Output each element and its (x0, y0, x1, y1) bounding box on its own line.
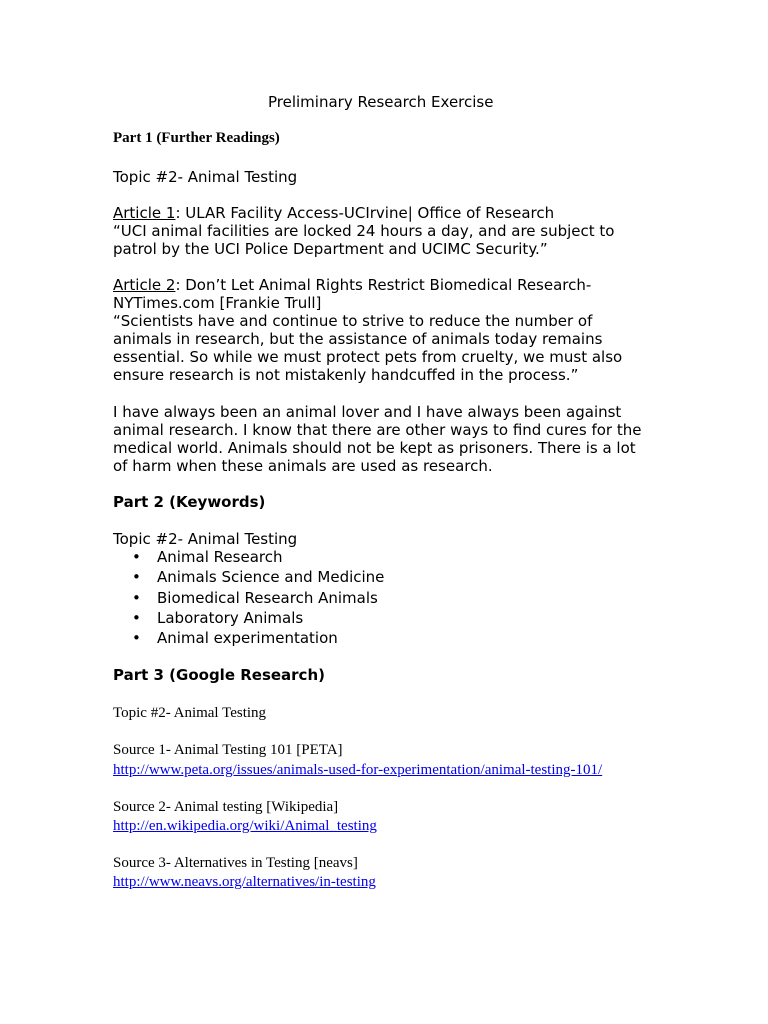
article1-title-text: : ULAR Facility Access-UCIrvine| Office of Research (175, 204, 555, 222)
keyword-list (113, 547, 384, 648)
opinion-line: animal research. I know that there are other ways to find cures for the (113, 421, 642, 439)
article2-quote-line: animals in research, but the assistance of animals today remains (113, 330, 603, 348)
part2-topic: Topic #2- Animal Testing (113, 530, 298, 548)
part1-topic: Topic #2- Animal Testing (113, 168, 298, 186)
source2-label: Source 2- Animal testing [Wikipedia] (113, 799, 339, 815)
article2-title-line2: NYTimes.com [Frankie Trull] (113, 294, 322, 312)
bullet-icon: • (132, 608, 141, 627)
list-item (113, 608, 384, 628)
list-item (113, 588, 384, 608)
article1-label: Article 1 (113, 204, 176, 222)
article2-title (113, 276, 591, 294)
bullet-icon: • (132, 588, 141, 607)
part3-heading: Part 3 (Google Research) (113, 666, 325, 684)
opinion-line: of harm when these animals are used as research. (113, 457, 493, 475)
article1-quote-line: “UCI animal facilities are locked 24 hours a day, and are subject to (113, 222, 615, 240)
keyword-text: Laboratory Animals (157, 608, 304, 627)
keyword-text: Animal experimentation (157, 629, 338, 648)
article2-label: Article 2 (113, 276, 176, 294)
source2-link[interactable]: http://en.wikipedia.org/wiki/Animal_testing (113, 818, 377, 834)
article1-title (113, 204, 554, 222)
part1-heading: Part 1 (Further Readings) (113, 130, 280, 146)
list-item (113, 547, 384, 567)
article2-title-text: : Don’t Let Animal Rights Restrict Biomedical Research- (175, 276, 592, 294)
list-item (113, 628, 384, 648)
list-item (113, 567, 384, 587)
opinion-line: I have always been an animal lover and I have always been against (113, 403, 622, 421)
keyword-text: Animal Research (157, 548, 283, 566)
source1-label: Source 1- Animal Testing 101 [PETA] (113, 742, 343, 758)
source3-link[interactable]: http://www.neavs.org/alternatives/in-testing (113, 874, 376, 890)
source1-link[interactable]: http://www.peta.org/issues/animals-used-for-experimentation/animal-testing-101/ (113, 762, 603, 778)
article2-quote-line: “Scientists have and continue to strive to reduce the number of (113, 312, 593, 330)
keyword-text: Animals Science and Medicine (157, 568, 385, 587)
source3-label: Source 3- Alternatives in Testing [neavs] (113, 855, 358, 871)
article2-quote-line: essential. So while we must protect pets from cruelty, we must also (113, 348, 623, 366)
document-title: Preliminary Research Exercise (268, 93, 494, 111)
part3-topic: Topic #2- Animal Testing (113, 705, 267, 721)
keyword-text: Biomedical Research Animals (157, 588, 378, 607)
article1-quote-line: patrol by the UCI Police Department and UCIMC Security.” (113, 240, 548, 258)
part2-heading: Part 2 (Keywords) (113, 493, 266, 511)
bullet-icon: • (132, 548, 141, 566)
bullet-icon: • (132, 629, 141, 648)
bullet-icon: • (132, 568, 141, 587)
opinion-line: medical world. Animals should not be kept as prisoners. There is a lot (113, 439, 636, 457)
article2-quote-line: ensure research is not mistakenly handcuffed in the process.” (113, 366, 579, 384)
